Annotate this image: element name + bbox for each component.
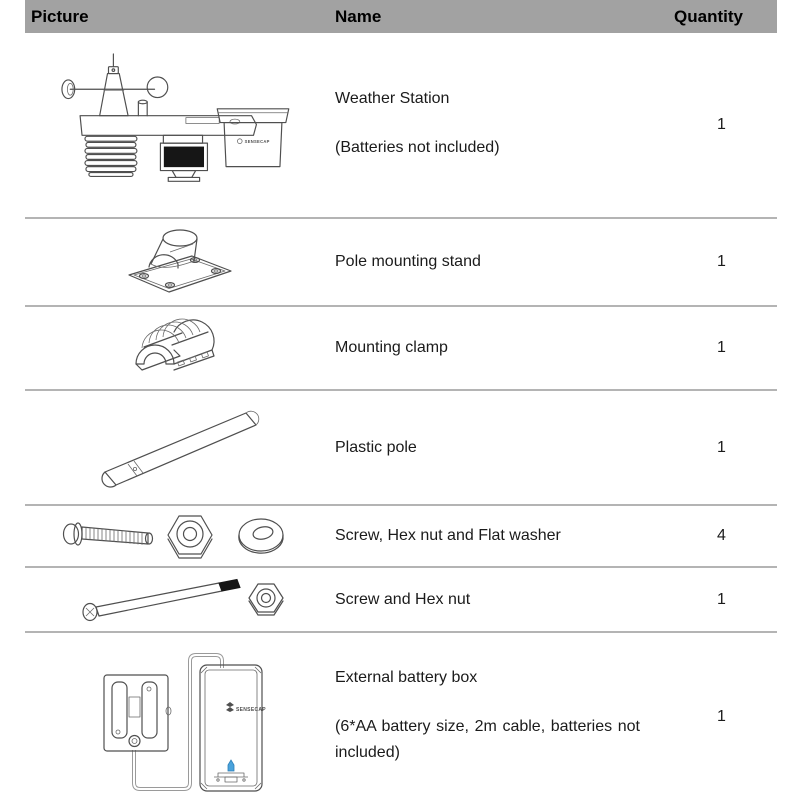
item-note: (6*AA battery size, 2m cable, batteries not included) (335, 717, 640, 761)
external-battery-box-drawing (88, 637, 273, 797)
item-quantity: 1 (717, 253, 726, 270)
item-name-cell (335, 219, 640, 305)
table-header (25, 0, 777, 33)
item-name-cell (335, 391, 640, 504)
item-quantity: 1 (717, 116, 726, 133)
external-battery-box-image (25, 633, 335, 800)
screw-hexnut-image (25, 568, 335, 631)
table-row (25, 566, 777, 631)
table-row (25, 389, 777, 504)
screw-hexnut-drawing (73, 574, 288, 626)
item-quantity: 1 (717, 339, 726, 356)
plastic-pole-image (25, 391, 335, 504)
header-name: Name (335, 6, 382, 26)
item-name: Mounting clamp (335, 339, 448, 356)
item-quantity: 1 (717, 707, 726, 725)
item-name: Screw, Hex nut and Flat washer (335, 527, 561, 544)
item-name-cell (335, 307, 640, 389)
mounting-clamp-image (25, 307, 335, 389)
item-name-cell (335, 633, 640, 800)
sensecap-logo-text: SENSECAP (235, 706, 266, 713)
item-name-cell (335, 506, 640, 566)
item-quantity: 4 (717, 527, 726, 544)
header-quantity: Quantity (674, 6, 743, 26)
item-name: Pole mounting stand (335, 253, 481, 270)
table-row (25, 217, 777, 305)
screw-hexnut-washer-drawing (55, 510, 305, 562)
table-row (25, 631, 777, 800)
mounting-clamp-drawing (128, 317, 233, 379)
item-name: Plastic pole (335, 438, 417, 456)
table-row (25, 504, 777, 566)
item-name-cell (335, 33, 640, 217)
weather-station-drawing (48, 53, 313, 198)
header-picture: Picture (31, 6, 89, 26)
table-row (25, 33, 777, 217)
item-name: External battery box (335, 668, 478, 686)
item-note: (Batteries not included) (335, 139, 500, 157)
screw-hexnut-washer-image (25, 506, 335, 566)
item-name: Weather Station (335, 90, 450, 108)
weather-station-image (25, 33, 335, 217)
sensecap-logo-text: SENSECAP (244, 138, 270, 144)
pole-mounting-stand-drawing (121, 226, 239, 298)
table-row (25, 305, 777, 389)
pole-mounting-stand-image (25, 219, 335, 305)
plastic-pole-drawing (88, 402, 273, 494)
item-name-cell (335, 568, 640, 631)
item-quantity: 1 (717, 438, 726, 456)
parts-table (25, 0, 777, 800)
item-quantity: 1 (717, 590, 726, 608)
item-name: Screw and Hex nut (335, 590, 471, 608)
